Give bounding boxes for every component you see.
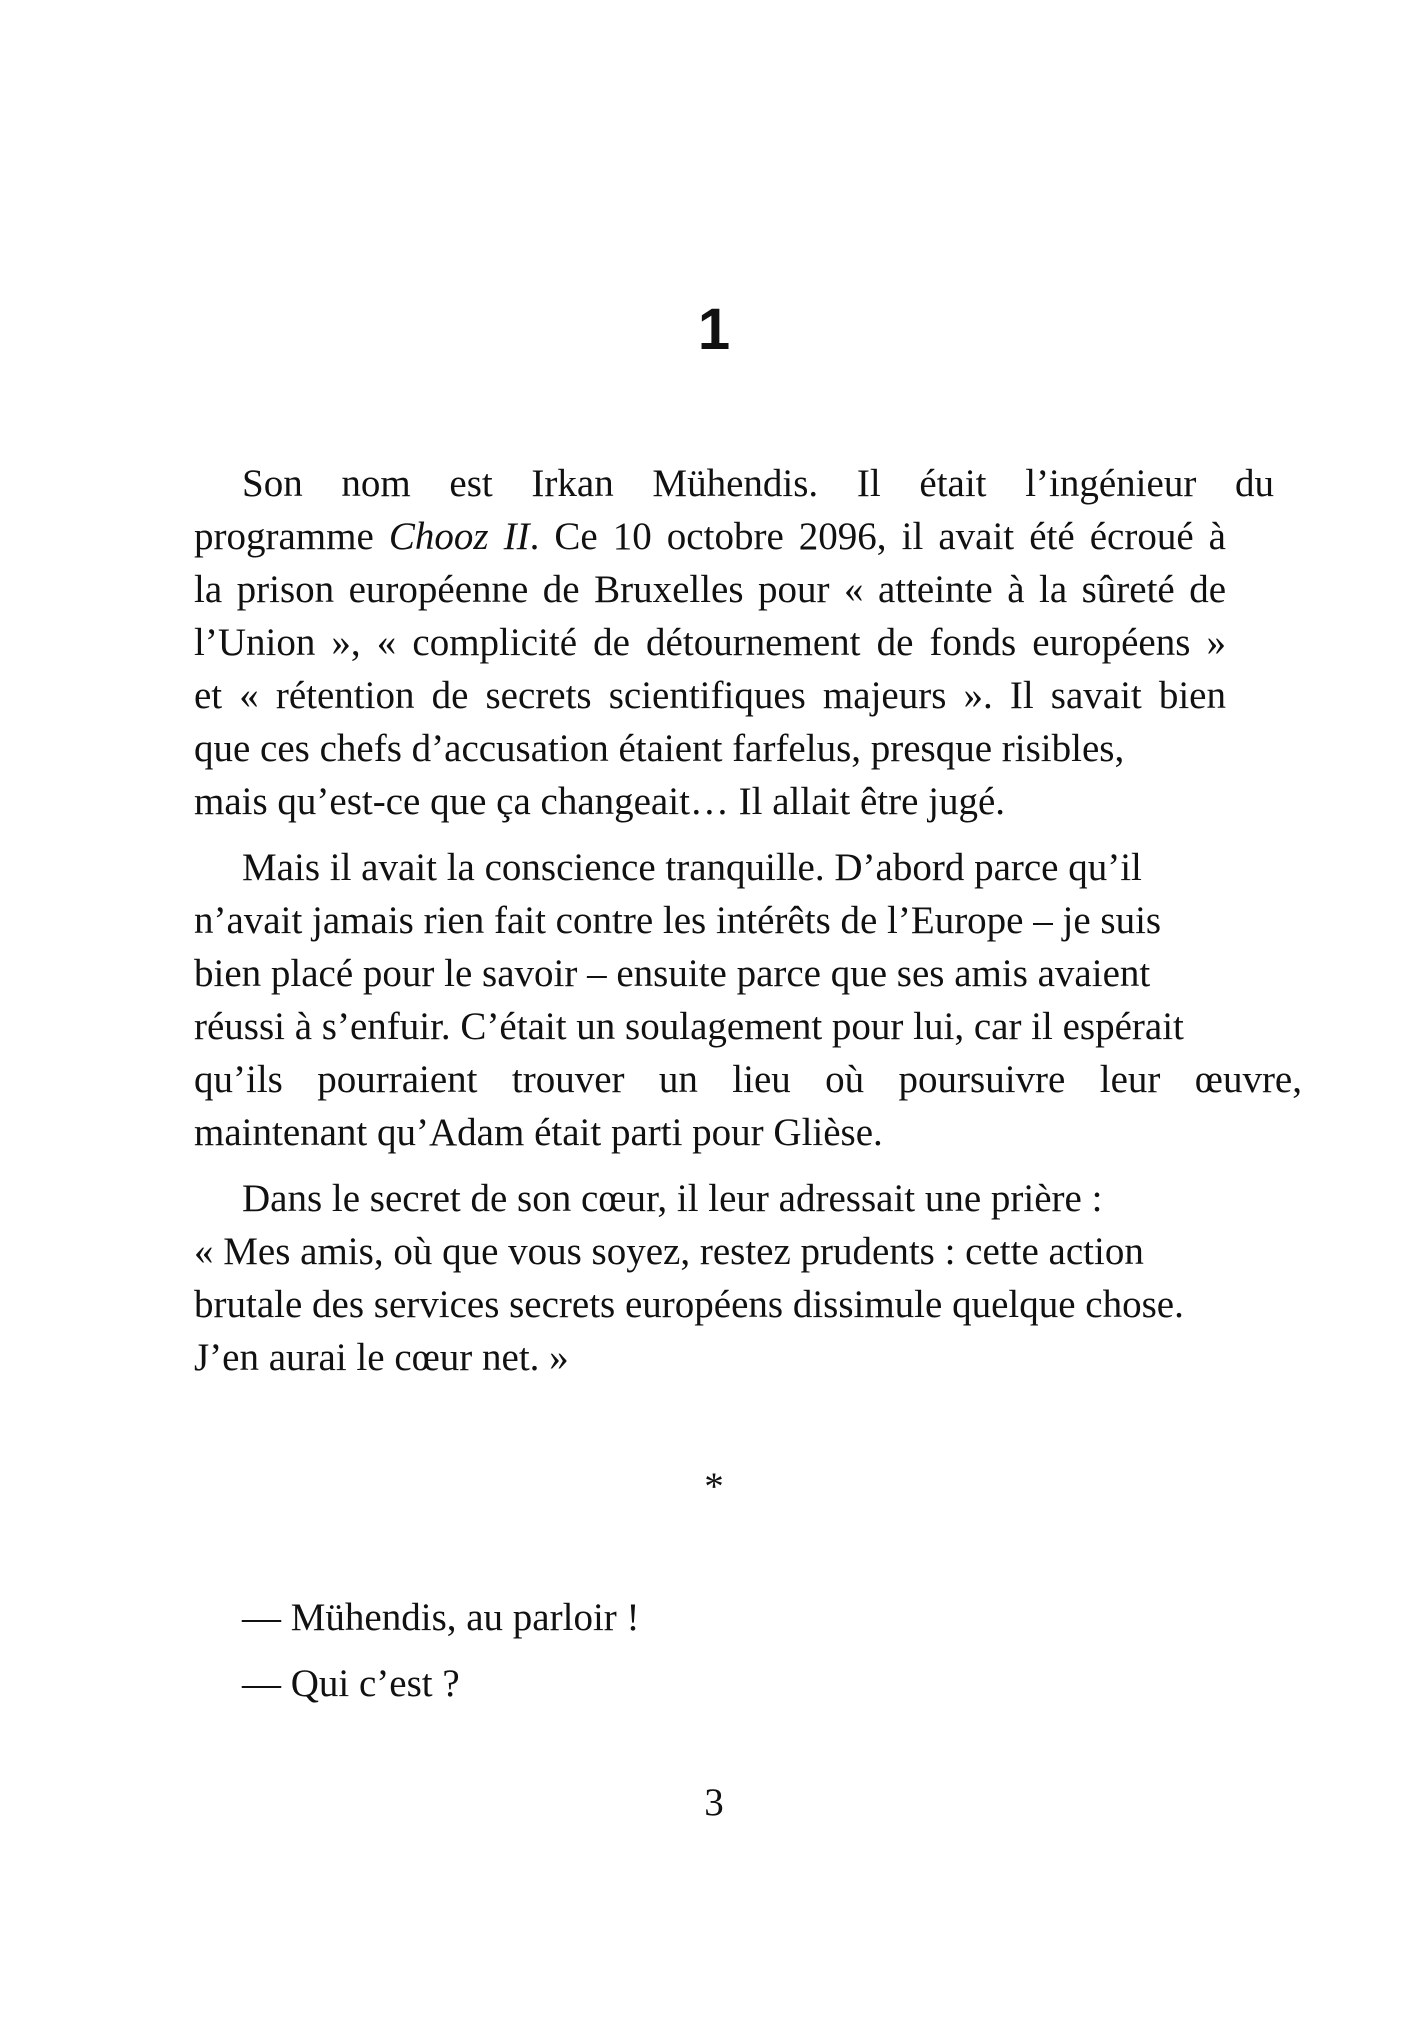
paragraph-line: Mais il avait la conscience tranquille. D’abord parce qu’il (242, 846, 1142, 889)
paragraph-line: et « rétention de secrets scientifiques majeurs ». Il savait bien (194, 674, 1226, 717)
paragraph-line: la prison européenne de Bruxelles pour « atteinte à la sûreté de (194, 568, 1226, 611)
paragraph-line: bien placé pour le savoir – ensuite parce que ses amis avaient (194, 952, 1151, 995)
paragraph-line (194, 510, 1226, 563)
paragraph-2 (194, 841, 1302, 1159)
paragraph-line: mais qu’est-ce que ça changeait… Il allait être jugé. (194, 780, 1006, 823)
paragraph-line: n’avait jamais rien fait contre les intérêts de l’Europe – je suis (194, 899, 1162, 942)
paragraph-3 (194, 1172, 1226, 1384)
page-number: 3 (704, 1781, 724, 1824)
paragraph-line: J’en aurai le cœur net. » (194, 1336, 569, 1379)
dialogue-line: — Qui c’est ? (242, 1662, 460, 1705)
paragraph-line-rest: . Ce 10 octobre 2096, il avait été écroué à (529, 515, 1226, 558)
book-title-italic: Chooz II (388, 515, 530, 558)
chapter-number: 1 (697, 297, 731, 362)
paragraph-line: que ces chefs d’accusation étaient farfelus, presque risibles, (194, 727, 1125, 770)
paragraph-line: maintenant qu’Adam était parti pour Glièse. (194, 1111, 883, 1154)
paragraph-line: Dans le secret de son cœur, il leur adressait une prière : (242, 1177, 1103, 1220)
paragraph-line: qu’ils pourraient trouver un lieu où poursuivre leur œuvre, (194, 1058, 1302, 1101)
section-separator: * (704, 1465, 724, 1508)
body-text (194, 457, 1302, 1384)
dialogue (242, 1591, 640, 1723)
dialogue-line: — Mühendis, au parloir ! (242, 1596, 640, 1639)
paragraph-line: brutale des services secrets européens dissimule quelque chose. (194, 1283, 1184, 1326)
paragraph-line: réussi à s’enfuir. C’était un soulagement pour lui, car il espérait (194, 1005, 1184, 1048)
paragraph-line: Son nom est Irkan Mühendis. Il était l’ingénieur du (242, 462, 1274, 505)
paragraph-line: l’Union », « complicité de détournement de fonds européens » (194, 621, 1226, 664)
paragraph-line-start: programme (194, 515, 389, 558)
paragraph-1 (194, 457, 1274, 828)
paragraph-line: « Mes amis, où que vous soyez, restez prudents : cette action (194, 1230, 1144, 1273)
